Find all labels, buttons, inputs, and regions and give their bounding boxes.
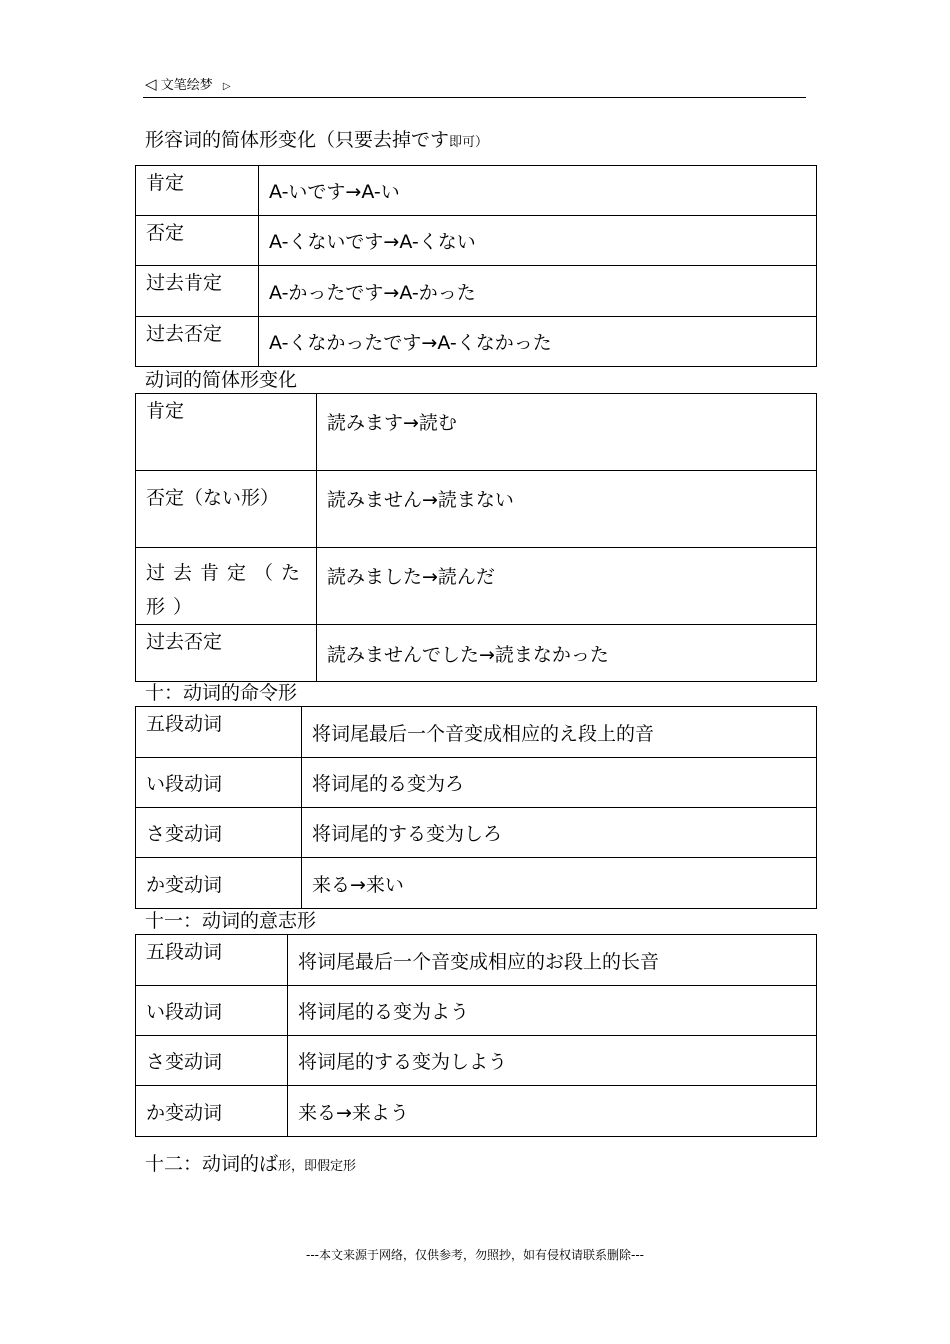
row-label: 过去肯定（た形） [136, 548, 317, 625]
row-label: 否定 [136, 216, 259, 266]
row-label: 肯定 [136, 166, 259, 216]
table-row [136, 986, 817, 1036]
row-value: 将词尾最后一个音变成相应的え段上的音 [302, 707, 817, 758]
row-label: 五段动词 [136, 707, 302, 758]
row-label: さ变动词 [136, 808, 302, 858]
header-title: 文笔绘梦 [160, 78, 213, 93]
row-value: A-くなかったです→A-くなかった [259, 317, 817, 367]
row-label: 过去否定 [136, 625, 317, 682]
table-row [136, 707, 817, 758]
table-row [136, 548, 817, 625]
table-row [136, 935, 817, 986]
verb-table [135, 393, 817, 682]
table-row [136, 471, 817, 548]
row-value: 読みます→読む [317, 394, 817, 471]
volitional-table [135, 934, 817, 1137]
row-label: 否定（ない形） [136, 471, 317, 548]
conditional-section-title: 十二：动词的ば形，即假定形 [145, 1153, 357, 1175]
imperative-table [135, 706, 817, 909]
table-row [136, 166, 817, 216]
table-row [136, 1086, 817, 1137]
row-value: A-かったです→A-かった [259, 266, 817, 317]
row-value: 将词尾的る变为よう [288, 986, 817, 1036]
row-value: 将词尾的する变为しろ [302, 808, 817, 858]
row-label: か变动词 [136, 858, 302, 909]
row-value: 将词尾的する变为しよう [288, 1036, 817, 1086]
row-value: 読みました→読んだ [317, 548, 817, 625]
table-row [136, 317, 817, 367]
row-label: か变动词 [136, 1086, 288, 1137]
row-label: 五段动词 [136, 935, 288, 986]
table-row [136, 858, 817, 909]
row-label: い段动词 [136, 986, 288, 1036]
table-row [136, 394, 817, 471]
row-value: 来る→来い [302, 858, 817, 909]
page-header [145, 74, 231, 93]
row-value: 読みません→読まない [317, 471, 817, 548]
page-footer: ---本文来源于网络，仅供参考，勿照抄，如有侵权请联系删除--- [306, 1248, 644, 1262]
table-row [136, 808, 817, 858]
imperative-section-title: 十：动词的命令形 [145, 682, 298, 704]
row-label: 过去否定 [136, 317, 259, 367]
volitional-section-title: 十一：动词的意志形 [145, 910, 317, 932]
table-row [136, 758, 817, 808]
row-label: さ变动词 [136, 1036, 288, 1086]
table-row [136, 266, 817, 317]
right-arrow-icon: ▷ [222, 81, 231, 92]
row-value: A-くないです→A-くない [259, 216, 817, 266]
adj-table [135, 165, 817, 367]
row-value: 将词尾的る变为ろ [302, 758, 817, 808]
adj-section-title: 形容词的简体形变化（只要去掉です即可） [145, 129, 489, 151]
table-row [136, 1036, 817, 1086]
row-label: い段动词 [136, 758, 302, 808]
row-value: 将词尾最后一个音变成相应的お段上的长音 [288, 935, 817, 986]
table-row [136, 625, 817, 682]
row-value: 読みませんでした→読まなかった [317, 625, 817, 682]
verb-section-title: 动词的简体形变化 [145, 369, 298, 391]
row-value: A-いです→A-い [259, 166, 817, 216]
row-label: 过去肯定 [136, 266, 259, 317]
row-label: 肯定 [136, 394, 317, 471]
table-row [136, 216, 817, 266]
left-arrow-icon: ◁ [145, 75, 157, 93]
row-value: 来る→来よう [288, 1086, 817, 1137]
header-divider [143, 97, 806, 98]
